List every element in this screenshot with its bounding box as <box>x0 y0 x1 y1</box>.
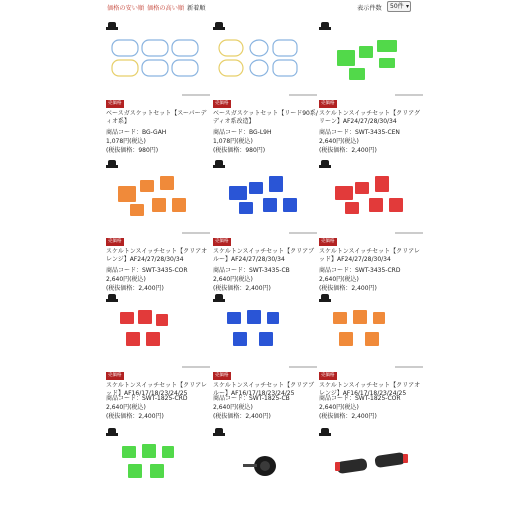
product-price-excl-tax: (税抜価格：2,400円) <box>319 413 377 420</box>
product-title[interactable]: スケルトンスイッチセット【クリアブルー】AF24/27/28/30/34 <box>213 248 315 263</box>
product-price-excl-tax: (税抜価格：2,400円) <box>319 147 377 154</box>
switch-part <box>156 314 168 326</box>
product-price: 2,640円(税込) <box>106 276 146 283</box>
product-title[interactable]: スケルトンスイッチセット【クリアオレンジ】AF16/17/18/23/24/25 <box>319 382 421 397</box>
product-code: 商品コード：SWT-1825-COR <box>319 395 401 402</box>
switch-part <box>259 332 273 346</box>
sale-badge: 売価格 <box>108 101 122 106</box>
sale-badge: 売価格 <box>321 373 335 378</box>
brand-logo <box>319 22 331 32</box>
switch-part <box>333 312 347 324</box>
brand-logo <box>106 428 118 438</box>
switch-part <box>138 310 152 324</box>
product-image[interactable] <box>319 160 425 236</box>
switch-part <box>172 198 186 212</box>
product-price: 2,640円(税込) <box>106 404 146 411</box>
copyright-note <box>182 232 210 234</box>
product-price: 2,640円(税込) <box>319 138 359 145</box>
switch-part <box>379 58 395 68</box>
product-image[interactable] <box>319 294 425 370</box>
product-image[interactable] <box>106 22 212 98</box>
sort-newest-link[interactable]: 新着順 <box>187 5 206 12</box>
switch-part <box>377 40 397 52</box>
switch-part <box>375 176 389 192</box>
gasket-set-illustration <box>106 22 212 98</box>
copyright-note <box>289 232 317 234</box>
product-image[interactable] <box>213 428 319 504</box>
sale-badge: 売価格 <box>215 373 229 378</box>
switch-part <box>146 332 160 346</box>
sort-low-price-link[interactable]: 価格の安い順 <box>107 5 145 12</box>
sale-badge: 売価格 <box>215 101 229 106</box>
product-title[interactable]: スケルトンスイッチセット【クリアブルー】AF16/17/18/23/24/25 <box>213 382 315 397</box>
product-card[interactable] <box>213 294 319 420</box>
brand-logo <box>319 160 331 170</box>
sort-high-price-link[interactable]: 価格の高い順 <box>147 5 185 12</box>
product-image[interactable] <box>213 294 319 370</box>
product-card[interactable] <box>106 22 212 154</box>
per-page-value: 50件 <box>390 3 404 10</box>
product-price: 2,640円(税込) <box>213 276 253 283</box>
switch-part <box>365 332 379 346</box>
product-card[interactable] <box>106 294 212 420</box>
switch-part <box>152 198 166 212</box>
product-price-excl-tax: (税抜価格：2,400円) <box>213 413 271 420</box>
switch-part <box>369 198 383 212</box>
brand-logo <box>106 294 118 304</box>
switch-part <box>345 202 359 214</box>
brand-logo <box>213 160 225 170</box>
switch-part <box>239 202 253 214</box>
product-price: 2,640円(税込) <box>319 276 359 283</box>
product-image[interactable] <box>319 22 425 98</box>
product-image[interactable] <box>213 160 319 236</box>
switch-part <box>126 332 140 346</box>
switch-part <box>120 312 134 324</box>
switch-part <box>142 444 156 458</box>
switch-part <box>283 198 297 212</box>
switch-part <box>249 182 263 194</box>
copyright-note <box>395 232 423 234</box>
product-price-excl-tax: (税抜価格：2,400円) <box>319 285 377 292</box>
product-title[interactable]: スケルトンスイッチセット【クリアオレンジ】AF24/27/28/30/34 <box>106 248 208 263</box>
chevron-down-icon: ▾ <box>405 3 409 10</box>
brand-logo <box>106 160 118 170</box>
switch-part <box>373 312 385 324</box>
product-price-excl-tax: (税抜価格：2,400円) <box>213 285 271 292</box>
product-image[interactable] <box>106 428 212 504</box>
product-card[interactable] <box>213 22 319 154</box>
product-price-excl-tax: (税抜価格：980円) <box>213 147 266 154</box>
switch-part <box>150 464 164 478</box>
switch-part <box>389 198 403 212</box>
product-image[interactable] <box>319 428 425 504</box>
product-price: 1,078円(税込) <box>106 138 146 145</box>
product-code: 商品コード：SWT-3435-CRD <box>319 267 401 274</box>
grip-set-illustration <box>319 428 425 504</box>
per-page-label: 表示件数 <box>357 5 382 12</box>
gasket-set-illustration <box>213 22 319 98</box>
switch-part <box>337 50 355 66</box>
product-price: 2,640円(税込) <box>213 404 253 411</box>
product-title[interactable]: スケルトンスイッチセット【クリアグリーン】AF24/27/28/30/34 <box>319 110 420 125</box>
switch-part <box>349 68 365 80</box>
switch-part <box>130 204 144 216</box>
switch-part <box>118 186 136 202</box>
switch-part <box>162 446 174 458</box>
product-title[interactable]: ベースガスケットセット【スーパーディオ系】 <box>106 110 207 125</box>
product-card[interactable] <box>106 160 212 292</box>
product-code: 商品コード：BG-L9H <box>213 129 272 136</box>
product-card[interactable] <box>319 160 425 292</box>
switch-part <box>227 312 241 324</box>
product-card[interactable] <box>319 428 425 505</box>
product-title[interactable]: ベースガスケットセット【リード90系/ディオ系改造】 <box>213 110 318 125</box>
product-card[interactable] <box>106 428 212 505</box>
product-code: 商品コード：SWT-1825-CRD <box>106 395 188 402</box>
product-price-excl-tax: (税抜価格：980円) <box>106 147 159 154</box>
copyright-note <box>182 366 210 368</box>
product-code: 商品コード：SWT-3435-CEN <box>319 129 400 136</box>
product-image[interactable] <box>106 160 212 236</box>
product-card[interactable] <box>319 294 425 420</box>
copyright-note <box>289 366 317 368</box>
copyright-note <box>395 366 423 368</box>
product-price-excl-tax: (税抜価格：2,400円) <box>106 285 164 292</box>
product-price: 2,640円(税込) <box>319 404 359 411</box>
product-code: 商品コード：SWT-3435-COR <box>106 267 188 274</box>
switch-part <box>335 186 353 200</box>
product-price-excl-tax: (税抜価格：2,400円) <box>106 413 164 420</box>
switch-part <box>247 310 261 324</box>
brand-logo <box>319 294 331 304</box>
product-code: 商品コード：SWT-1825-CB <box>213 395 290 402</box>
product-image[interactable] <box>213 22 319 98</box>
brand-logo <box>213 294 225 304</box>
switch-part <box>233 332 247 346</box>
product-title[interactable]: スケルトンスイッチセット【クリアレッド】AF16/17/18/23/24/25 <box>106 382 207 397</box>
switch-part <box>263 198 277 212</box>
sale-badge: 売価格 <box>108 239 122 244</box>
switch-part <box>122 446 136 458</box>
per-page-select[interactable] <box>387 1 411 12</box>
switch-part <box>229 186 247 200</box>
switch-part <box>353 310 367 324</box>
sort-bar <box>0 0 505 18</box>
throttle-part-illustration <box>213 428 319 504</box>
product-code: 商品コード：BG-GAH <box>106 129 167 136</box>
product-title[interactable]: スケルトンスイッチセット【クリアレッド】AF24/27/28/30/34 <box>319 248 420 263</box>
sale-badge: 売価格 <box>108 373 122 378</box>
product-card[interactable] <box>213 428 319 505</box>
switch-part <box>359 46 373 58</box>
copyright-note <box>182 94 210 96</box>
product-image[interactable] <box>106 294 212 370</box>
sale-badge: 売価格 <box>215 239 229 244</box>
product-price: 1,078円(税込) <box>213 138 253 145</box>
copyright-note <box>289 94 317 96</box>
copyright-note <box>395 94 423 96</box>
product-card[interactable] <box>319 22 425 154</box>
sale-badge: 売価格 <box>321 101 335 106</box>
switch-part <box>339 332 353 346</box>
switch-part <box>160 176 174 190</box>
switch-part <box>267 312 279 324</box>
switch-part <box>140 180 154 192</box>
sale-badge: 売価格 <box>321 239 335 244</box>
switch-part <box>355 182 369 194</box>
switch-part <box>128 464 142 478</box>
product-code: 商品コード：SWT-3435-CB <box>213 267 290 274</box>
switch-part <box>269 176 283 192</box>
product-card[interactable] <box>213 160 319 292</box>
